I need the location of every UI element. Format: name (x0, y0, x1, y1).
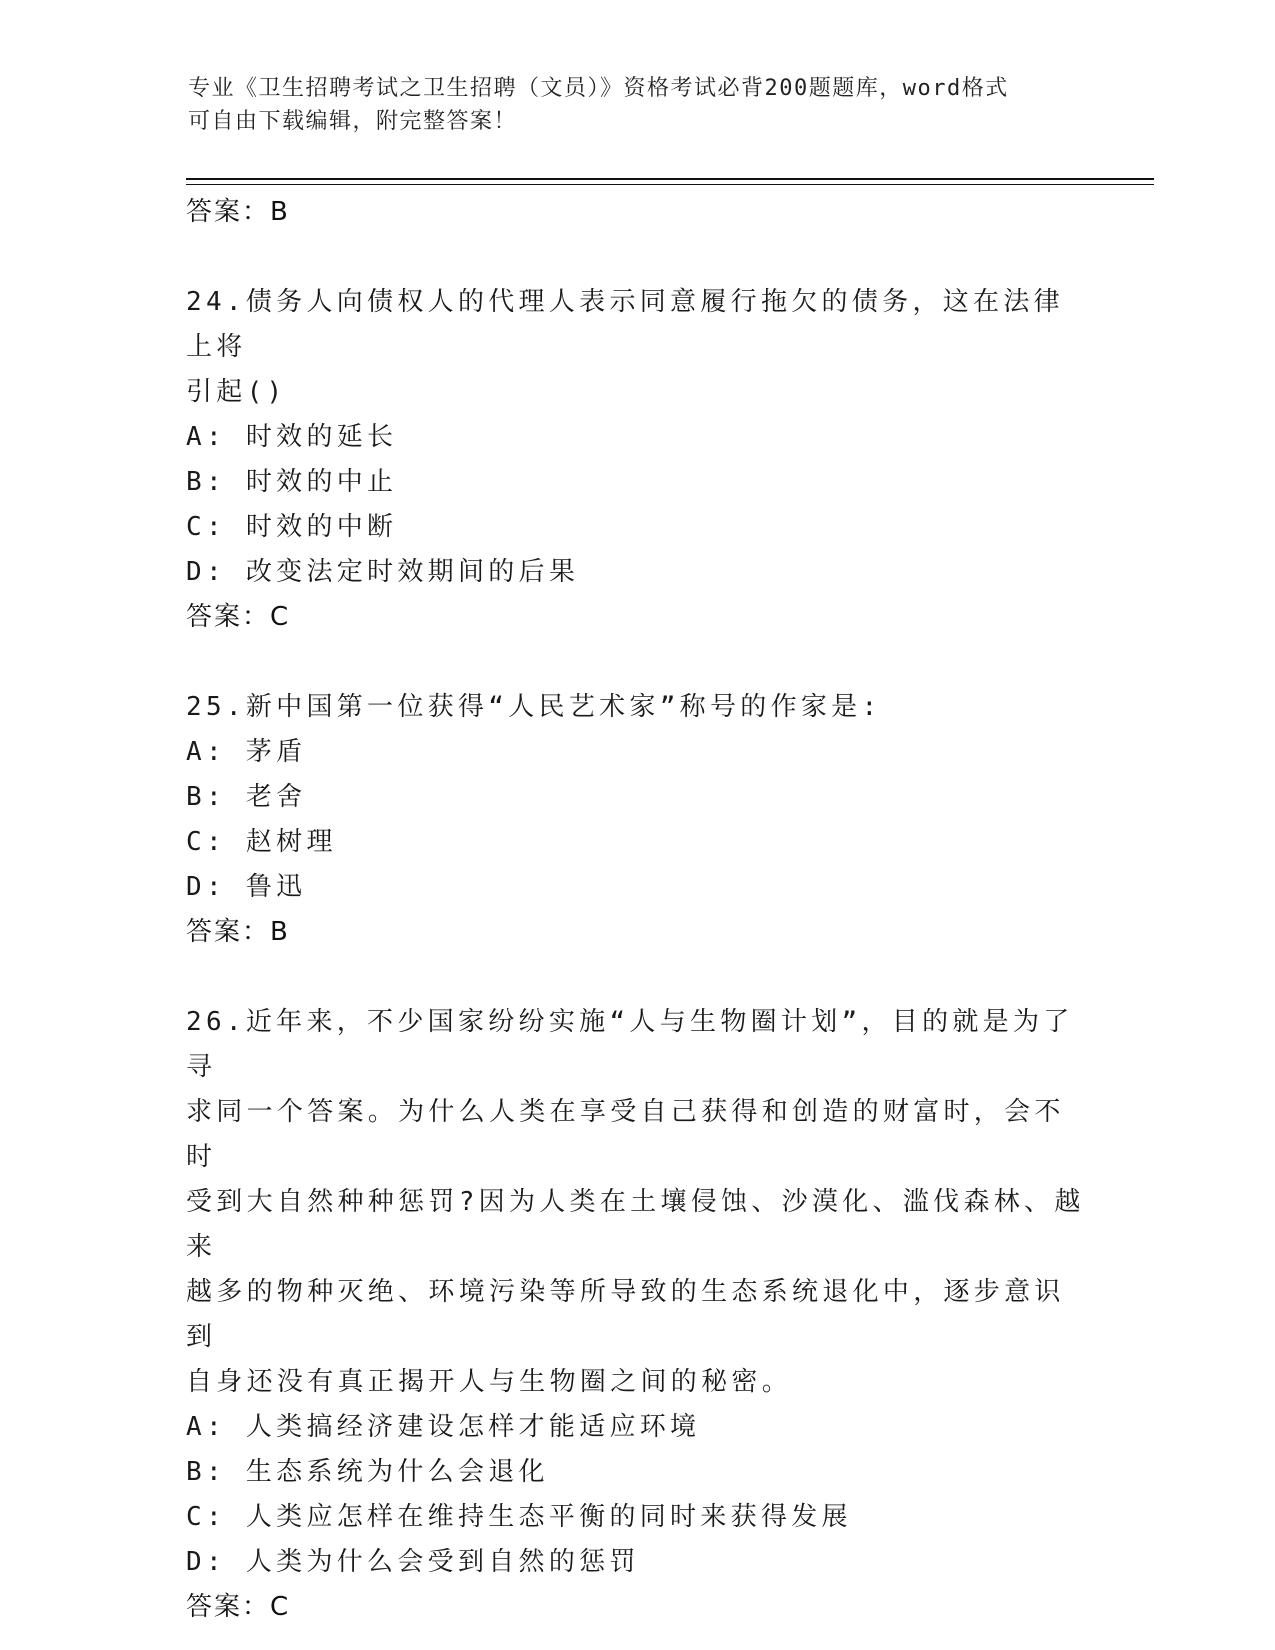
spacer (186, 639, 1086, 685)
question-stem (186, 280, 1086, 415)
answer-label: 答案：C (186, 602, 291, 632)
option-b: B: 生态系统为什么会退化 (186, 1457, 549, 1487)
question-stem-line: 越多的物种灭绝、环境污染等所导致的生态系统退化中，逐步意识到 (186, 1277, 1065, 1352)
question-26 (186, 1000, 1086, 1629)
document-header (188, 72, 1088, 138)
question-stem-line: 自身还没有真正揭开人与生物圈之间的秘密。 (186, 1367, 793, 1397)
question-stem-line: 25.新中国第一位获得“人民艺术家”称号的作家是: (186, 692, 882, 722)
option-c: C: 赵树理 (186, 827, 337, 857)
question-stem (186, 1000, 1086, 1405)
header-divider-thick (186, 178, 1154, 180)
answer-label: 答案：B (186, 917, 290, 947)
option-d: D: 改变法定时效期间的后果 (186, 557, 580, 587)
previous-answer: 答案：B (186, 197, 290, 227)
question-24 (186, 280, 1086, 639)
option-c: C: 人类应怎样在维持生态平衡的同时来获得发展 (186, 1502, 852, 1532)
option-a: A: 时效的延长 (186, 422, 398, 452)
question-stem-line: 求同一个答案。为什么人类在享受自己获得和创造的财富时，会不时 (186, 1097, 1065, 1172)
question-stem-line: 引起() (186, 377, 287, 407)
option-d: D: 人类为什么会受到自然的惩罚 (186, 1547, 640, 1577)
question-stem-line: 24.债务人向债权人的代理人表示同意履行拖欠的债务，这在法律上将 (186, 287, 1064, 362)
option-b: B: 老舍 (186, 782, 307, 812)
spacer (186, 954, 1086, 1000)
header-line-2: 可自由下载编辑，附完整答案！ (188, 109, 518, 134)
header-divider-thin (186, 184, 1154, 185)
option-a: A: 人类搞经济建设怎样才能适应环境 (186, 1412, 701, 1442)
option-d: D: 鲁迅 (186, 872, 307, 902)
question-stem-line: 受到大自然种种惩罚?因为人类在土壤侵蚀、沙漠化、滥伐森林、越来 (186, 1187, 1085, 1262)
option-a: A: 茅盾 (186, 737, 307, 767)
answer-label: 答案：C (186, 1592, 291, 1622)
question-25 (186, 685, 1086, 954)
option-c: C: 时效的中断 (186, 512, 398, 542)
spacer (186, 234, 1086, 280)
header-line-1: 专业《卫生招聘考试之卫生招聘（文员）》资格考试必背200题题库，word格式 (188, 76, 1009, 101)
option-b: B: 时效的中止 (186, 467, 398, 497)
question-stem-line: 26.近年来，不少国家纷纷实施“人与生物圈计划”，目的就是为了寻 (186, 1007, 1074, 1082)
questions-content (186, 190, 1086, 1629)
question-stem (186, 685, 1086, 730)
